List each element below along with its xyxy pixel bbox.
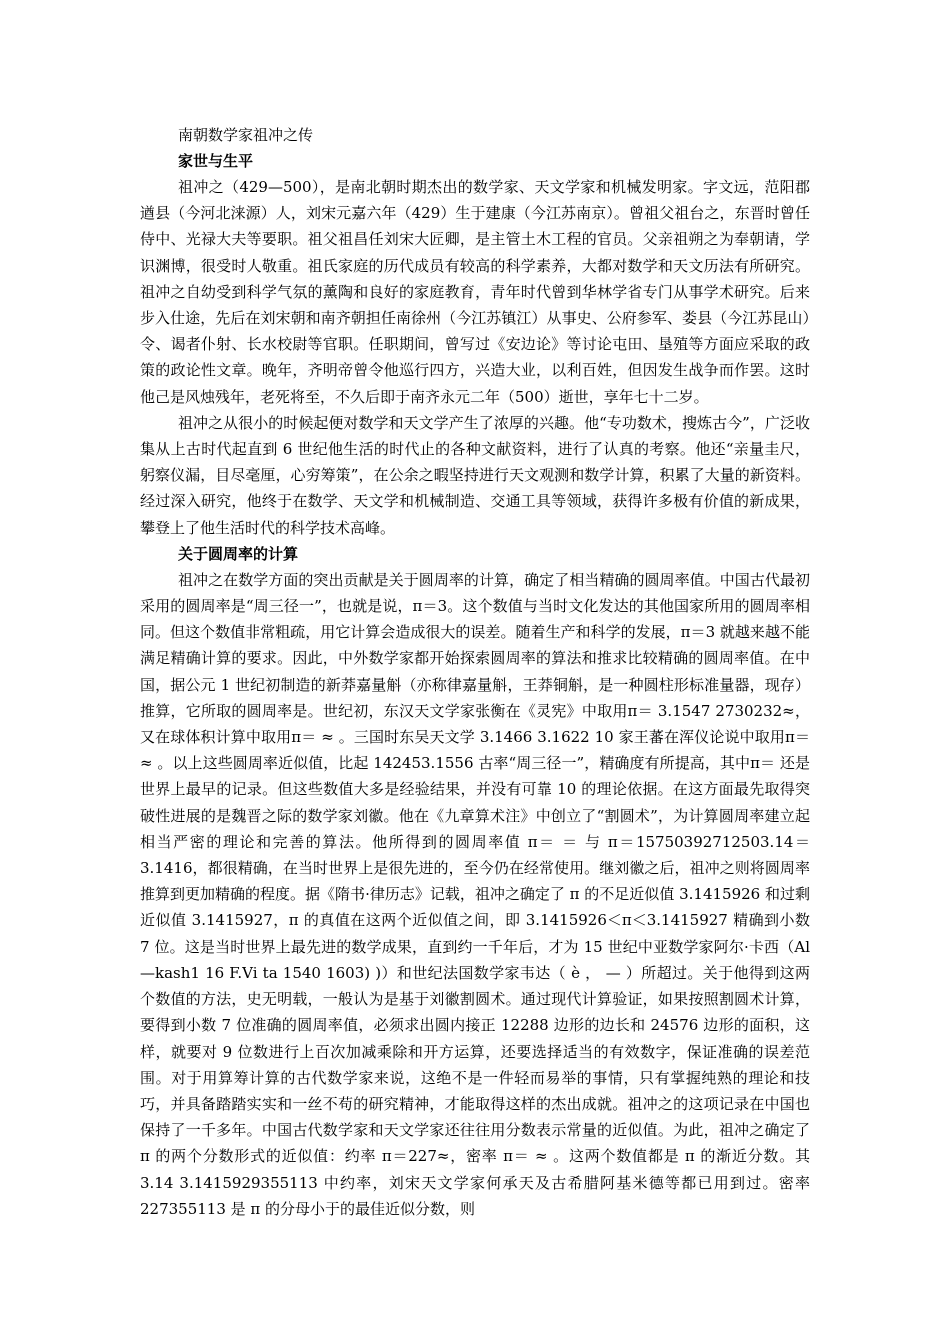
paragraph-biography: 祖冲之（429—500），是南北朝时期杰出的数学家、天文学家和机械发明家。字文远，范阳郡遒县（今河北涞源）人，刘宋元嘉六年（429）生于建康（今江苏南京）。曾祖父祖台之，东晋时曾任侍中、光禄大夫等要职。祖父祖昌任刘宋大匠卿，是主管土木工程的官员。父亲祖朔之为奉朝请，学识渊博，很受时人敬重。祖氏家庭的历代成员有较高的科学素养，大都对数学和天文历法有所研究。祖冲之自幼受到科学气氛的薰陶和良好的家庭教育，青年时代曾到华林学省专门从事学术研究。后来步入仕途，先后在刘宋朝和南齐朝担任南徐州（今江苏镇江）从事史、公府参军、娄县（今江苏昆山）令、谒者仆射、长水校尉等官职。任职期间，曾写过《安边论》等讨论屯田、垦殖等方面应采取的政策的政论性文章。晚年，齐明帝曾令他巡行四方，兴造大业，以利百姓，但因发生战争而作罢。这时他己是风烛残年，老死将至，不久后即于南齐永元二年（500）逝世，享年七十二岁。 — [140, 178, 810, 406]
section-heading-pi: 关于圆周率的计算 — [178, 544, 299, 563]
section-heading-family: 家世与生平 — [178, 152, 254, 170]
paragraph-pi-calculation: 祖冲之在数学方面的突出贡献是关于圆周率的计算，确定了相当精确的圆周率值。中国古代最初采用的圆周率是“周三径一”，也就是说，π＝3。这个数值与当时文化发达的其他国家所用的圆周率相同。但这个数值非常粗疏，用它计算会造成很大的误差。随着生产和科学的发展，π＝3 就越来越不能满足精确计算的要求。因此，中外数学家都开始探索圆周率的算法和推求比较精确的圆周率值。在中国，据公元 1 世纪初制造的新莽嘉量斛（亦称律嘉量斛，王莽铜斛，是一种圆柱形标准量器，现存）推算，它所取的圆周率是。世纪初，东汉天文学家张衡在《灵宪》中取用π＝ 3.1547 2730232≈，又在球体积计算中取用π＝ ≈ 。三国时东吴天文学 3.1466 3.1622 10 家王蕃在浑仪论说中取用π＝ ≈ 。以上这些圆周率近似值，比起 142453.1556 古率“周三径一”，精确度有所提高，其中π＝ 还是世界上最早的记录。但这些数值大多是经验结果，并没有可靠 10 的理论依据。在这方面最先取得突破性进展的是魏晋之际的数学家刘徽。他在《九章算术注》中创立了“割圆术”，为计算圆周率建立起相当严密的理论和完善的算法。他所得到的圆周率值 π＝ ＝ 与 π＝15750392712503.14＝3.1416，都很精确，在当时世界上是很先进的，至今仍在经常使用。继刘徽之后，祖冲之则将圆周率推算到更加精确的程度。据《隋书·律历志》记载，祖冲之确定了 π 的不足近似值 3.1415926 和过剩近似值 3.1415927，π 的真值在这两个近似值之间，即 3.1415926＜π＜3.1415927 精确到小数 7 位。这是当时世界上最先进的数学成果，直到约一千年后，才为 15 世纪中亚数学家阿尔·卡西（Al—kash1 16 F.Vi ta 1540 1603) )）和世纪法国数学家韦达（ è ， — ）所超过。关于他得到这两个数值的方法，史无明载，一般认为是基于刘徽割圆术。通过现代计算验证，如果按照割圆术计算，要得到小数 7 位准确的圆周率值，必须求出圆内接正 12288 边形的边长和 24576 边形的面积，这样，就要对 9 位数进行上百次加减乘除和开方运算，还要选择适当的有效数字，保证准确的误差范围。对于用算筹计算的古代数学家来说，这绝不是一件轻而易举的事情，只有掌握纯熟的理论和技巧，并具备踏踏实实和一丝不苟的研究精神，才能取得这样的杰出成就。祖冲之的这项记录在中国也保持了一千多年。中国古代数学家和天文学家还往往用分数表示常量的近似值。为此，祖冲之确定了 π 的两个分数形式的近似值：约率 π＝227≈，密率 π＝ ≈ 。这两个数值都是 π 的渐近分数。其 3.14 3.1415929355113 中约率，刘宋天文学家何承天及古希腊阿基米德等都已用到过。密率 227355113 是 π 的分母小于的最佳近似分数，则 — [140, 570, 810, 1218]
paragraph-interests: 祖冲之从很小的时候起便对数学和天文学产生了浓厚的兴趣。他“专功数术，搜炼古今”，广泛收集从上古时代起直到 6 世纪他生活的时代止的各种文献资料，进行了认真的考察。他还“亲量圭尺，躬察仪漏，目尽毫厘，心穷筹策”，在公余之暇坚持进行天文观测和数学计算，积累了大量的新资料。经过深入研究，他终于在数学、天文学和机械制造、交通工具等领域，获得许多极有价值的新成果，攀登上了他生活时代的科学技术高峰。 — [140, 413, 810, 537]
document-title: 南朝数学家祖冲之传 — [178, 126, 314, 144]
